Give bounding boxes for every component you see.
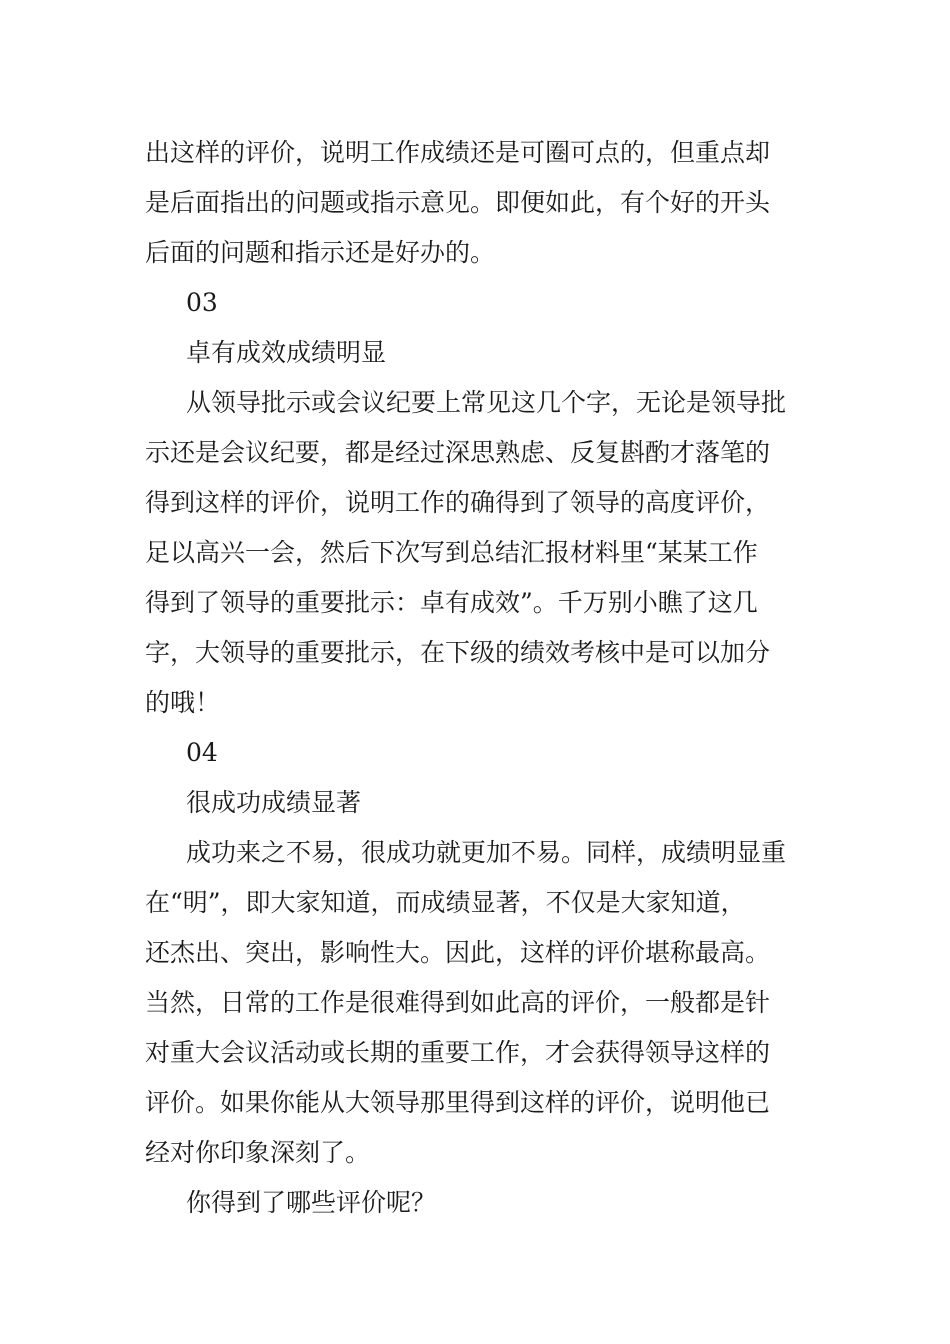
section-3 (145, 278, 810, 728)
text-line: 的哦！ (145, 688, 221, 717)
paragraph-1 (145, 128, 810, 278)
text-line: 后面的问题和指示还是好办的。 (145, 238, 496, 267)
text-line: 对重大会议活动或长期的重要工作，才会获得领导这样的 (145, 1038, 771, 1067)
closing (145, 1178, 810, 1228)
text-line: 评价。如果你能从大领导那里得到这样的评价，说明他已 (145, 1088, 771, 1117)
text-line: 示还是会议纪要，都是经过深思熟虑、反复斟酌才落笔的 (145, 438, 771, 467)
text-line: 得到了领导的重要批示：卓有成效”。千万别小瞧了这几 (145, 588, 758, 617)
text-line: 出这样的评价，说明工作成绩还是可圈可点的，但重点却 (145, 138, 771, 167)
text-line: 还杰出、突出，影响性大。因此，这样的评价堪称最高。 (145, 938, 771, 967)
text-line: 经对你印象深刻了。 (145, 1138, 371, 1167)
text-line: 当然，日常的工作是很难得到如此高的评价，一般都是针 (145, 988, 771, 1017)
text-line: 在“明”，即大家知道，而成绩显著，不仅是大家知道， (145, 888, 746, 917)
closing-question: 你得到了哪些评价呢？ (186, 1188, 437, 1217)
text-line: 足以高兴一会，然后下次写到总结汇报材料里“某某工作 (145, 538, 758, 567)
text-line: 是后面指出的问题或指示意见。即便如此，有个好的开头 (145, 188, 771, 217)
text-line: 成功来之不易，很成功就更加不易。同样，成绩明显重 (186, 838, 787, 867)
text-line: 得到这样的评价，说明工作的确得到了领导的高度评价， (145, 488, 771, 517)
text-line: 从领导批示或会议纪要上常见这几个字，无论是领导批 (186, 388, 787, 417)
text-line: 字，大领导的重要批示，在下级的绩效考核中是可以加分 (145, 638, 771, 667)
section-number: 04 (186, 738, 218, 767)
section-4 (145, 728, 810, 1178)
section-number: 03 (186, 288, 218, 317)
section-heading: 很成功成绩显著 (186, 788, 362, 817)
document-page (145, 128, 810, 1228)
section-heading: 卓有成效成绩明显 (186, 338, 387, 367)
